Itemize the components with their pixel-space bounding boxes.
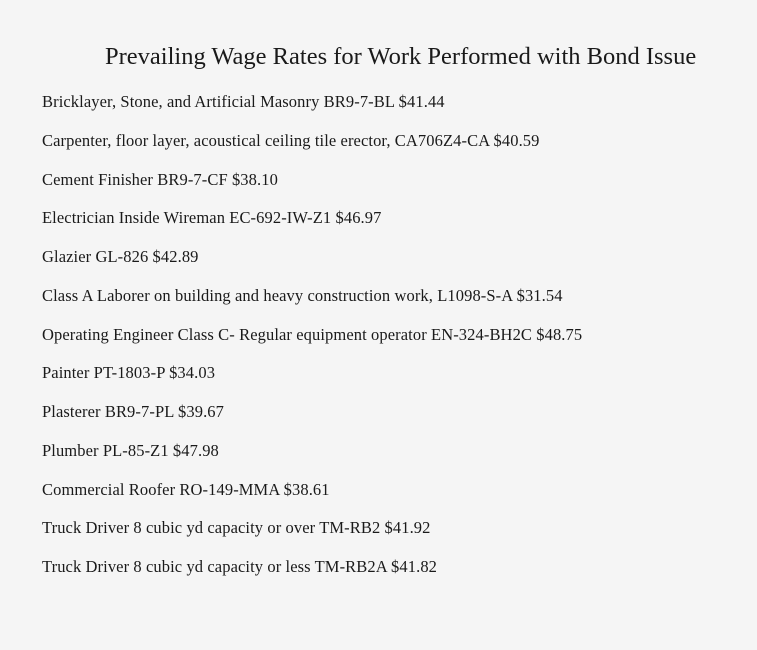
wage-rate-painter: Painter PT-1803-P $34.03	[42, 363, 216, 383]
wage-rate-glazier: Glazier GL-826 $42.89	[42, 247, 199, 266]
wage-rate-plumber: Plumber PL-85-Z1 $47.98	[42, 440, 219, 460]
wage-rate-truck-driver-over: Truck Driver 8 cubic yd capacity or over TM-RB2 $41.92	[42, 518, 431, 538]
wage-rate-electrician: Electrician Inside Wireman EC-692-IW-Z1 $46.97	[42, 208, 382, 228]
wage-rate-plasterer: Plasterer BR9-7-PL $39.67	[42, 402, 224, 421]
wage-rate-carpenter: Carpenter, floor layer, acoustical ceiling tile erector, CA706Z4-CA $40.59	[42, 130, 540, 150]
wage-rate-truck-driver-less: Truck Driver 8 cubic yd capacity or less TM-RB2A $41.82	[42, 557, 438, 576]
page-title: Prevailing Wage Rates for Work Performed with Bond Issue	[105, 43, 697, 70]
wage-rate-bricklayer: Bricklayer, Stone, and Artificial Masonry BR9-7-BL $41.44	[42, 92, 445, 111]
wage-rate-cement-finisher: Cement Finisher BR9-7-CF $38.10	[42, 169, 278, 189]
wage-rate-laborer: Class A Laborer on building and heavy construction work, L1098-S-A $31.54	[42, 285, 563, 305]
wage-rate-operating-engineer: Operating Engineer Class C- Regular equipment operator EN-324-BH2C $48.75	[42, 324, 583, 344]
wage-rate-list	[42, 90, 582, 594]
wage-rate-roofer: Commercial Roofer RO-149-MMA $38.61	[42, 479, 330, 499]
